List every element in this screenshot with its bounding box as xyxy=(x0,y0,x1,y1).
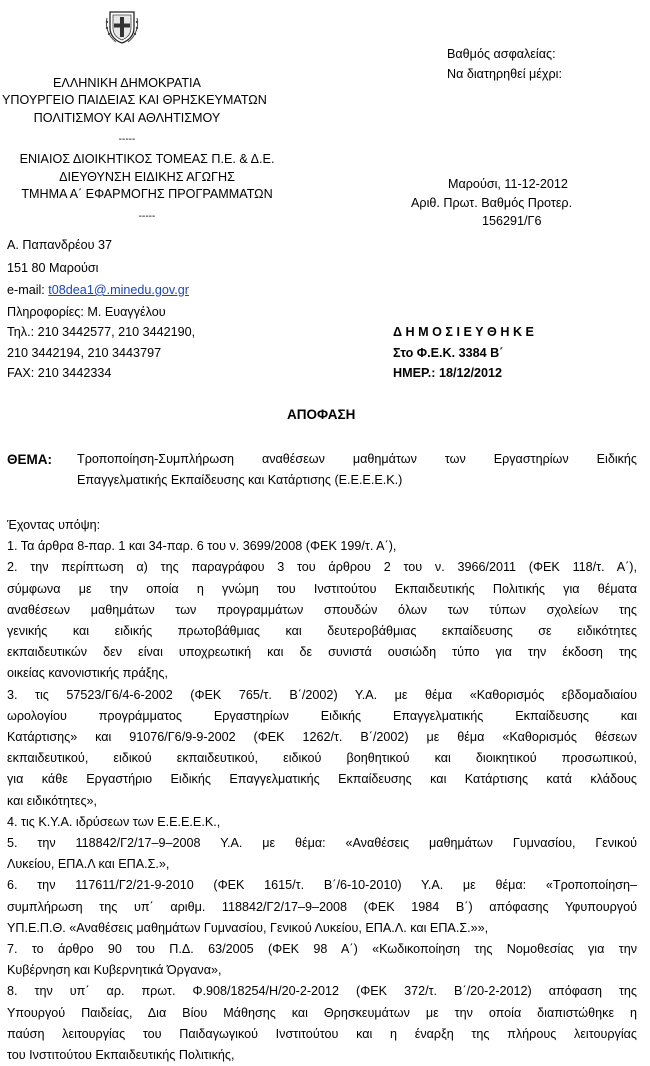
security-level: Βαθμός ασφαλείας: xyxy=(447,47,556,61)
body-line: αναθέσεων μαθημάτων των προγραμμάτων σπουδών όλων των τύπων σχολείων της xyxy=(7,602,637,617)
header-divider: ----- xyxy=(118,134,136,145)
page-title: ΑΠΟΦΑΣΗ xyxy=(287,407,356,422)
body-line: 1. Τα άρθρα 8-παρ. 1 και 34-παρ. 6 του ν. 3699/2008 (ΦΕΚ 199/τ. Α΄), xyxy=(7,539,397,554)
address: Α. Παπανδρέου 37 xyxy=(7,238,113,252)
header-line: ΥΠΟΥΡΓΕΙΟ ΠΑΙΔΕΙΑΣ ΚΑΙ ΘΡΗΣΚΕΥΜΑΤΩΝ xyxy=(2,93,267,107)
body-line: ΥΠ.Ε.Π.Θ. «Αναθέσεις μαθημάτων Γυμνασίου, Γενικού Λυκείου, ΕΠΑ.Λ. και ΕΠΑ.Σ.»», xyxy=(7,920,489,935)
protocol-label: Αριθ. Πρωτ. Βαθμός Προτερ. xyxy=(411,196,573,210)
email-label: e-mail: xyxy=(7,283,49,297)
header-line: ΠΟΛΙΤΙΣΜΟΥ ΚΑΙ ΑΘΛΗΤΙΣΜΟΥ xyxy=(33,111,221,125)
body-line: για κάθε Εργαστήριο Ειδικής Επαγγελματικής Εκπαίδευσης και Κατάρτισης κατά κλάδους xyxy=(7,772,637,787)
info-contact: Πληροφορίες: Μ. Ευαγγέλου xyxy=(7,305,166,319)
body-line: του Ινστιτούτου Εκπαιδευτικής Πολιτικής, xyxy=(7,1048,235,1063)
body-line: εκπαιδευτικών δεν είναι υποχρεωτική και δε συνιστά ουσιώδη τύπο για την έκδοση της xyxy=(7,645,637,660)
body-line: Έχοντας υπόψη: xyxy=(7,518,101,532)
body-line: 3. τις 57523/Γ6/4-6-2002 (ΦΕΚ 765/τ. Β΄/2002) Υ.Α. με θέμα «Καθορισμός εβδομαδιαίου xyxy=(7,687,637,702)
fax-number: FAX: 210 3442334 xyxy=(7,366,112,380)
body-line: 7. το άρθρο 90 του Π.Δ. 63/2005 (ΦΕΚ 98 Α΄) «Κωδικοποίηση της Νομοθεσίας για την xyxy=(7,942,637,957)
subject-text: Τροποποίηση-Συμπλήρωση αναθέσεων μαθημάτων των Εργαστηρίων Ειδικής xyxy=(77,452,637,466)
considerations-body xyxy=(7,515,637,1066)
body-line: γενικής και ειδικής πρωτοβάθμιας και δευτεροβάθμιας εκπαίδευσης σε ειδικότητες xyxy=(7,624,637,639)
greek-emblem-icon xyxy=(102,6,142,46)
retention-until: Να διατηρηθεί μέχρι: xyxy=(447,67,562,81)
email-link[interactable]: t08dea1@.minedu.gov.gr xyxy=(48,283,189,297)
body-line: 6. την 117611/Γ2/21-9-2010 (ΦΕΚ 1615/τ. Β΄/6-10-2010) Υ.Α. με θέμα: «Τροποποίηση– xyxy=(7,878,637,893)
body-line: συμπλήρωση της υπ΄ αριθμ. 118842/Γ2/17–9–2008 (ΦΕΚ 1984 Β΄) απόφασης Υφυπουργού xyxy=(7,899,637,914)
phone-numbers: Τηλ.: 210 3442577, 210 3442190, xyxy=(7,325,196,339)
body-line: Κατάρτισης» και 91076/Γ6/9-9-2002 (ΦΕΚ 1262/τ. Β΄/2002) με θέμα «Καθορισμός θέσεων xyxy=(7,730,637,745)
body-line: Λυκείου, ΕΠΑ.Λ και ΕΠΑ.Σ.», xyxy=(7,857,170,872)
body-line: 8. την υπ΄ αρ. πρωτ. Φ.908/18254/Η/20-2-2012 (ΦΕΚ 372/τ. Β΄/20-2-2012) απόφαση της xyxy=(7,984,637,999)
document-date: Μαρούσι, 11-12-2012 xyxy=(448,177,568,191)
header-line: ΕΝΙΑΙΟΣ ΔΙΟΙΚΗΤΙΚΟΣ ΤΟΜΕΑΣ Π.Ε. & Δ.Ε. xyxy=(19,152,275,166)
header-line: ΤΜΗΜΑ Α΄ ΕΦΑΡΜΟΓΗΣ ΠΡΟΓΡΑΜΜΑΤΩΝ xyxy=(21,187,273,201)
body-line: εκπαιδευτικού, ειδικού εκπαιδευτικού, ειδικού βοηθητικού και διοικητικού προσωπικού, xyxy=(7,751,637,766)
body-line: σύμφωνα με την οποία η γνώμη του Ινστιτούτου Εκπαιδευτικής Πολιτικής για θέματα xyxy=(7,581,637,596)
header-line: ΔΙΕΥΘΥΝΣΗ ΕΙΔΙΚΗΣ ΑΓΩΓΗΣ xyxy=(59,170,235,184)
fek-reference: Στο Φ.Ε.Κ. 3384 Β΄ xyxy=(393,346,504,360)
body-line: 4. τις Κ.Υ.Α. ιδρύσεων των Ε.Ε.Ε.Ε.Κ., xyxy=(7,814,221,829)
email-line xyxy=(7,283,189,297)
postal-code: 151 80 Μαρούσι xyxy=(7,261,99,275)
body-line: παύση λειτουργίας του Παιδαγωγικού Ινστιτούτου και η έναρξη της πλήρους λειτουργίας xyxy=(7,1026,637,1041)
header-divider: ----- xyxy=(138,211,156,222)
body-line: 5. την 118842/Γ2/17–9–2008 Υ.Α. με θέμα: «Αναθέσεις μαθημάτων Γυμνασίου, Γενικού xyxy=(7,836,637,851)
phone-numbers: 210 3442194, 210 3443797 xyxy=(7,346,162,360)
protocol-number: 156291/Γ6 xyxy=(482,214,542,228)
body-line: Υπουργού Παιδείας, Δια Βίου Μάθησης και Θρησκευμάτων με την οποία διαπιστώθηκε η xyxy=(7,1005,637,1020)
body-line: οικείας κανονιστικής πράξης, xyxy=(7,666,168,681)
publication-date: ΗΜΕΡ.: 18/12/2012 xyxy=(393,366,502,380)
body-line: και ειδικότητες», xyxy=(7,793,98,808)
body-line: Κυβέρνηση και Κυβερνητικά Όργανα», xyxy=(7,963,222,978)
body-line: 2. την περίπτωση α) της παραγράφου 3 του άρθρου 2 του ν. 3966/2011 (ΦΕΚ 118/τ. Α΄), xyxy=(7,560,637,575)
published-notice: Δ Η Μ Ο Σ Ι Ε Υ Θ Η Κ Ε xyxy=(393,325,534,339)
subject-text: Επαγγελματικής Εκπαίδευσης και Κατάρτισης (Ε.Ε.Ε.Ε.Κ.) xyxy=(77,473,403,487)
subject-label: ΘΕΜΑ: xyxy=(7,452,52,467)
header-line: ΕΛΛΗΝΙΚΗ ΔΗΜΟΚΡΑΤΙΑ xyxy=(53,76,201,90)
body-line: ωρολογίου προγράμματος Εργαστηρίων Ειδικής Επαγγελματικής Εκπαίδευσης και xyxy=(7,708,637,723)
